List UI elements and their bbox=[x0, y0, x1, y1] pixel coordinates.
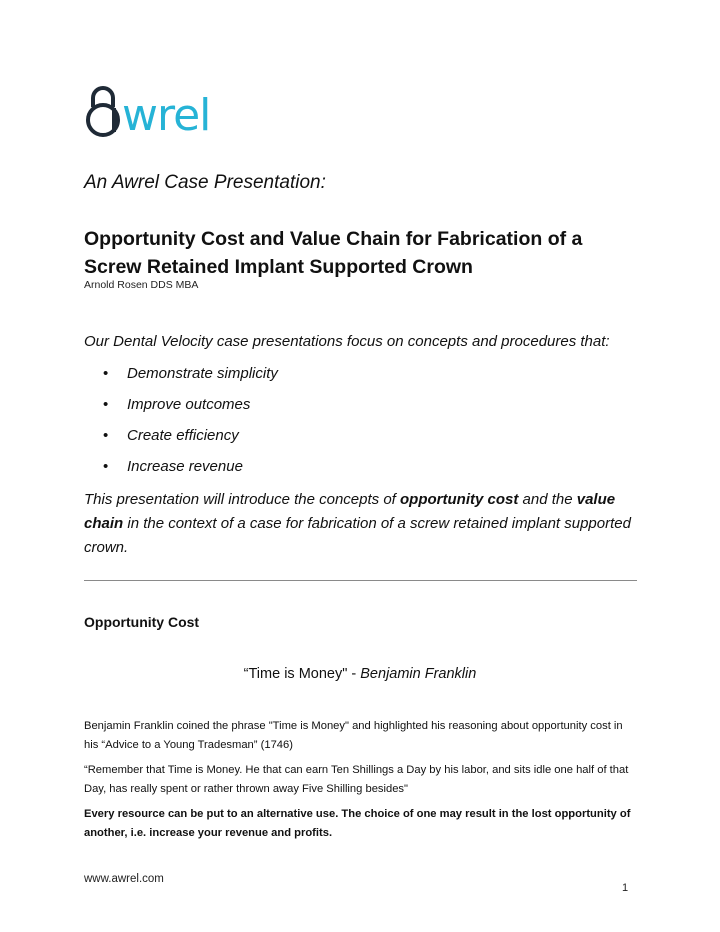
summary-text: in the context of a case for fabrication of a screw retained implant supported crown. bbox=[84, 515, 631, 556]
bullet-icon: • bbox=[103, 458, 109, 475]
body-paragraph: Benjamin Franklin coined the phrase "Time is Money" and highlighted his reasoning about opportunity cost in his “Advice to a Young Tradesman” (1746) bbox=[84, 720, 623, 751]
logo-wordmark: wrel bbox=[122, 90, 211, 141]
bullet-icon: • bbox=[103, 427, 109, 444]
summary-text: This presentation will introduce the concepts of bbox=[84, 491, 401, 508]
summary-emphasis: opportunity cost bbox=[400, 491, 519, 508]
list-item-text: Demonstrate simplicity bbox=[127, 365, 278, 382]
summary-paragraph bbox=[84, 488, 644, 560]
list-item-text: Improve outcomes bbox=[127, 396, 251, 413]
bullet-icon: • bbox=[103, 396, 109, 413]
section-divider bbox=[84, 580, 637, 581]
quote-text: “Time is Money" - bbox=[243, 666, 361, 682]
document-title: Opportunity Cost and Value Chain for Fabrication of a Screw Retained Implant Supported Crown bbox=[84, 228, 583, 278]
footer-website: www.awrel.com bbox=[84, 873, 164, 885]
intro-heading: An Awrel Case Presentation: bbox=[84, 172, 326, 193]
author-line: Arnold Rosen DDS MBA bbox=[84, 279, 199, 291]
page-number: 1 bbox=[622, 882, 629, 894]
list-item bbox=[100, 426, 278, 457]
bullet-icon: • bbox=[103, 365, 109, 382]
quote-attribution: Benjamin Franklin bbox=[360, 666, 477, 682]
franklin-quote bbox=[0, 666, 720, 682]
list-item bbox=[100, 364, 278, 395]
summary-text: and the bbox=[518, 491, 577, 508]
list-item-text: Create efficiency bbox=[127, 427, 239, 444]
list-item bbox=[100, 395, 278, 426]
section-heading: Opportunity Cost bbox=[84, 614, 200, 630]
padlock-a-icon bbox=[84, 86, 120, 136]
summary-emphasis: value chain bbox=[84, 491, 616, 532]
body-paragraph: “Remember that Time is Money. He that can earn Ten Shillings a Day by his labor, and sits idle one half of that Day, has really spent or rather thrown away Five Shilling besides" bbox=[84, 764, 629, 795]
body-paragraph-bold: Every resource can be put to an alternative use. The choice of one may result in the lost opportunity of another, i.e. increase your revenue and profits. bbox=[84, 808, 631, 839]
list-item bbox=[100, 457, 278, 488]
list-item-text: Increase revenue bbox=[127, 458, 243, 475]
focus-list bbox=[100, 364, 278, 488]
awrel-logo bbox=[84, 84, 211, 141]
lead-sentence: Our Dental Velocity case presentations focus on concepts and procedures that: bbox=[84, 333, 610, 350]
